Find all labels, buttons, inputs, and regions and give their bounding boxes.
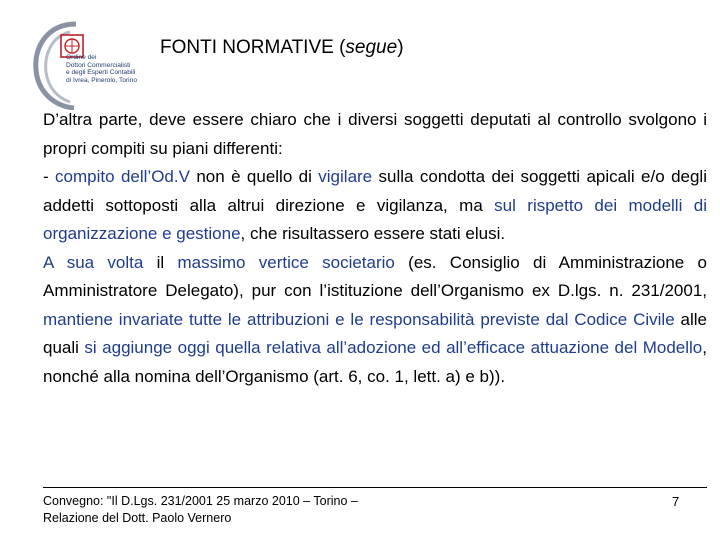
vertice-text-1: il xyxy=(143,252,178,272)
mantiene-highlight: mantiene invariate tutte le attribuzioni e le responsabilità previste dal Codice Civile xyxy=(43,309,675,329)
logo xyxy=(30,18,150,110)
compito-text-2: sulla condotta dei soggetti apicali e/o degli addetti sottoposti alla altrui direzione e vigilanza, ma xyxy=(43,167,707,215)
footer-divider xyxy=(43,487,707,488)
page-title xyxy=(160,37,404,59)
logo-line-4: di Ivrea, Pinerolo, Torino xyxy=(66,76,137,84)
compito-highlight: compito dell’Od.V xyxy=(55,167,190,186)
title-main: FONTI NORMATIVE ( xyxy=(160,37,346,58)
vertice-paragraph xyxy=(43,249,707,392)
footer-text xyxy=(43,493,358,527)
footer-line-2: Relazione del Dott. Paolo Vernero xyxy=(43,511,232,525)
sul-rispetto-highlight: sul rispetto dei modelli di organizzazione e gestione xyxy=(43,195,707,243)
dash: - xyxy=(43,167,56,186)
a-sua-volta-highlight: A sua volta xyxy=(43,252,144,272)
vertice-highlight: massimo vertice societario xyxy=(177,252,395,272)
footer-line-1: Convegno: "Il D.Lgs. 231/2001 25 marzo 2010 – Torino – xyxy=(43,494,358,508)
compito-paragraph xyxy=(43,163,707,249)
vertice-text-4: , nonché alla nomina dell’Organismo (art. 6, co. 1, lett. a) e b)). xyxy=(43,338,707,386)
intro-paragraph: D’altra parte, deve essere chiaro che i diversi soggetti deputati al controllo svolgono i propri compiti su piani differenti: xyxy=(43,110,707,158)
title-italic: segue xyxy=(345,37,398,58)
compito-text-3: , che risultassero essere stati elusi. xyxy=(240,224,506,243)
page-number: 7 xyxy=(672,494,680,509)
logo-line-2: Dottori Commercialisti xyxy=(66,61,131,69)
body-text xyxy=(43,106,707,391)
si-aggiunge-highlight: si aggiunge oggi quella relativa all’adozione ed all’efficace attuazione del Modello xyxy=(84,338,703,357)
title-close: ) xyxy=(397,37,404,58)
vigilare-highlight: vigilare xyxy=(318,167,373,186)
logo-line-3: e degli Esperti Contabili xyxy=(66,69,136,77)
compito-text-1: non è quello di xyxy=(189,167,319,186)
vertice-text-2: (es. Consiglio di Amministrazione o Amministratore Delegato), pur con l’istituzione dell’Organismo ex D.lgs. n. 231/2001, xyxy=(43,252,708,300)
logo-line-1: Ordine dei xyxy=(66,54,97,61)
vertice-text-3: alle quali xyxy=(43,309,707,357)
